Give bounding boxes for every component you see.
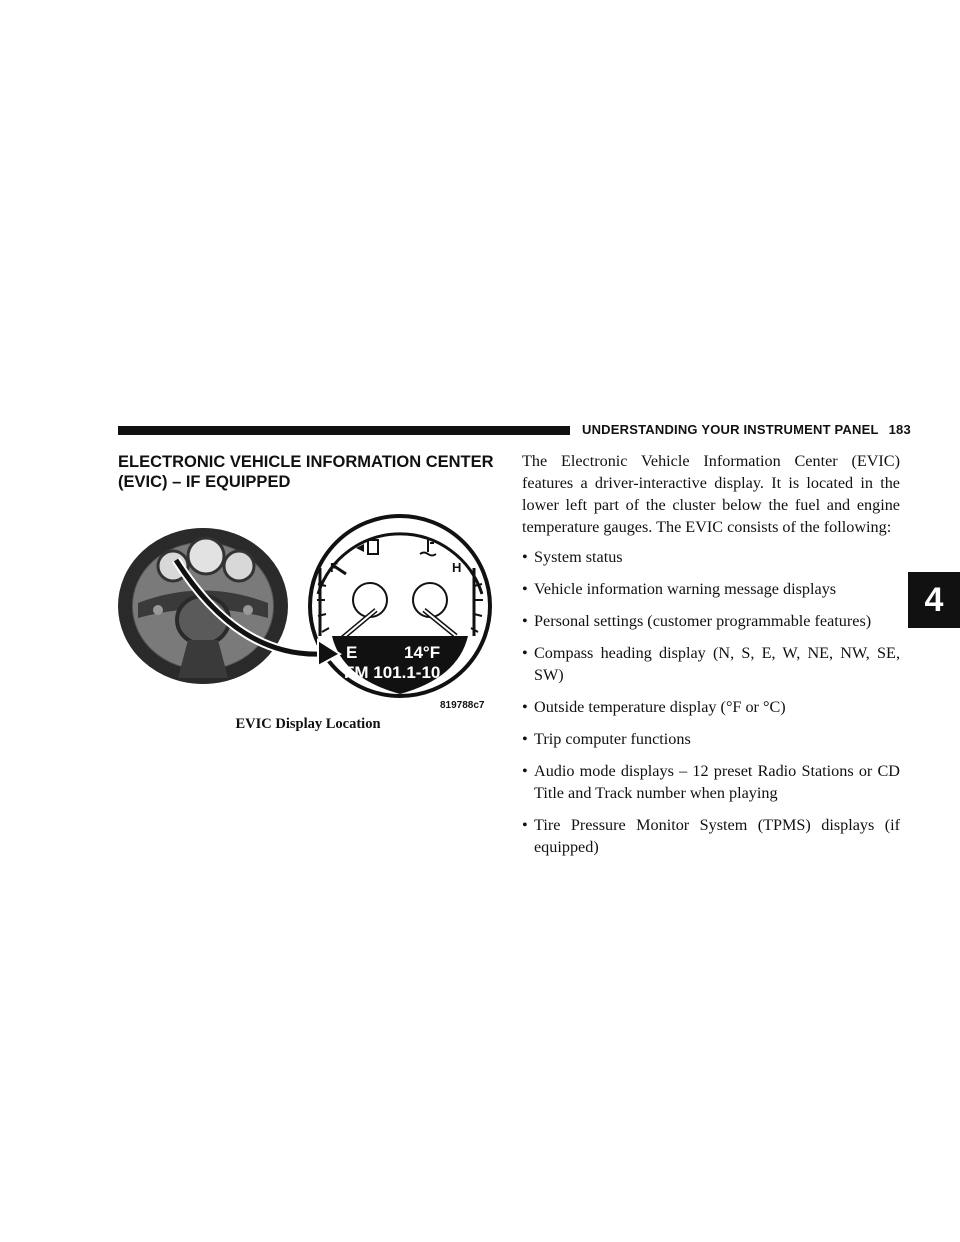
section-title-line-1: ELECTRONIC VEHICLE INFORMATION CENTER — [118, 453, 494, 471]
evic-display-line-1-right: 14°F — [404, 643, 441, 662]
gauge-temp-hot-label: H — [452, 560, 462, 575]
body-column — [522, 450, 900, 868]
list-item: • Tire Pressure Monitor System (TPMS) displays (if equipped) — [522, 814, 900, 858]
list-item: • Personal settings (customer programmable features) — [522, 610, 900, 632]
figure-caption: EVIC Display Location — [235, 716, 381, 732]
cluster-zoom-illustration — [310, 516, 490, 696]
header-title: UNDERSTANDING YOUR INSTRUMENT PANEL — [582, 422, 879, 437]
list-item: • System status — [522, 546, 900, 568]
list-item: • Trip computer functions — [522, 728, 900, 750]
header-rule — [118, 426, 570, 435]
list-item: • Vehicle information warning message displays — [522, 578, 900, 600]
chapter-tab: 4 — [908, 572, 960, 628]
gauge-fuel-full-label: F — [330, 560, 338, 575]
list-item: • Audio mode displays – 12 preset Radio Stations or CD Title and Track number when playing — [522, 760, 900, 804]
running-header — [582, 422, 911, 437]
figure-id: 819788c7 — [440, 700, 485, 711]
evic-display-line-2: FM 101.1-10 — [344, 663, 441, 682]
list-item: • Compass heading display (N, S, E, W, NE, NW, SE, SW) — [522, 642, 900, 686]
page-number: 183 — [888, 422, 911, 437]
section-title-line-2: (EVIC) – IF EQUIPPED — [118, 473, 291, 491]
steering-wheel-illustration — [119, 528, 287, 684]
feature-list — [522, 546, 900, 858]
evic-location-figure — [118, 508, 498, 720]
list-item: • Outside temperature display (°F or °C) — [522, 696, 900, 718]
intro-paragraph: The Electronic Vehicle Information Center (EVIC) features a driver-interactive display. It is located in the lower left part of the cluster below the fuel and engine temperature gauges. The EVIC consists of the following: — [522, 452, 900, 536]
evic-display-line-1-left: E — [346, 643, 358, 662]
section-title — [118, 452, 498, 492]
